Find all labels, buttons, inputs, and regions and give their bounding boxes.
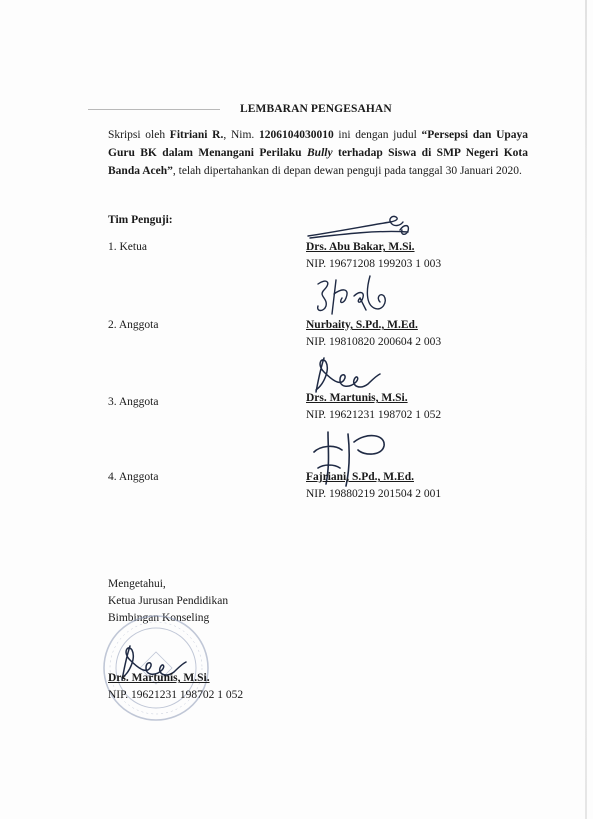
document-title: LEMBARAN PENGESAHAN — [240, 103, 392, 115]
intro-paragraph — [108, 126, 528, 180]
intro-text-2: , Nim. — [223, 129, 259, 141]
member-2-nip: NIP. 19810820 200604 2 003 — [306, 336, 442, 348]
author-name: Fitriani R. — [169, 129, 224, 141]
thesis-title-b: terhadap Siswa di SMP Negeri Kota Banda Aceh” — [108, 147, 529, 177]
scan-edge — [585, 0, 587, 819]
member-4-name: Fajriani, S.Pd., M.Ed. — [306, 471, 414, 483]
member-4-role: 4. Anggota — [108, 471, 159, 483]
member-2-signature — [306, 268, 406, 320]
acknowledgement-position-line2: Bimbingan Konseling — [108, 612, 210, 624]
member-3-role: 3. Anggota — [108, 396, 159, 408]
title-rule — [88, 109, 220, 110]
member-2-role: 2. Anggota — [108, 319, 159, 331]
intro-text-3: ini dengan judul — [333, 129, 422, 141]
acknowledgement-nip: NIP. 19621231 198702 1 052 — [108, 689, 244, 701]
acknowledgement-name: Drs. Martunis, M.Si. — [108, 672, 210, 684]
member-1-name: Drs. Abu Bakar, M.Si. — [306, 241, 415, 253]
acknowledgement-position-line1: Ketua Jurusan Pendidikan — [108, 595, 229, 607]
intro-text-4: , telah dipertahankan di depan dewan penguji pada tanggal 30 Januari 2020. — [172, 165, 522, 177]
member-2-name: Nurbaity, S.Pd., M.Ed. — [306, 319, 418, 331]
member-3-nip: NIP. 19621231 198702 1 052 — [306, 409, 442, 421]
member-1-nip: NIP. 19671208 199203 1 003 — [306, 258, 442, 270]
member-1-role: 1. Ketua — [108, 241, 147, 253]
examiner-team-heading: Tim Penguji: — [108, 214, 173, 226]
member-4-nip: NIP. 19880219 201504 2 001 — [306, 488, 442, 500]
member-3-signature — [310, 350, 390, 396]
acknowledgement-label: Mengetahui, — [108, 578, 166, 590]
thesis-title-a: “Persepsi dan Upaya Guru BK dalam Menangani Perilaku — [108, 129, 529, 159]
intro-text-1: Skripsi oleh — [108, 129, 170, 141]
student-nim: 1206104030010 — [258, 129, 334, 141]
thesis-title-italic: Bully — [307, 147, 333, 159]
member-3-name: Drs. Martunis, M.Si. — [306, 392, 408, 404]
